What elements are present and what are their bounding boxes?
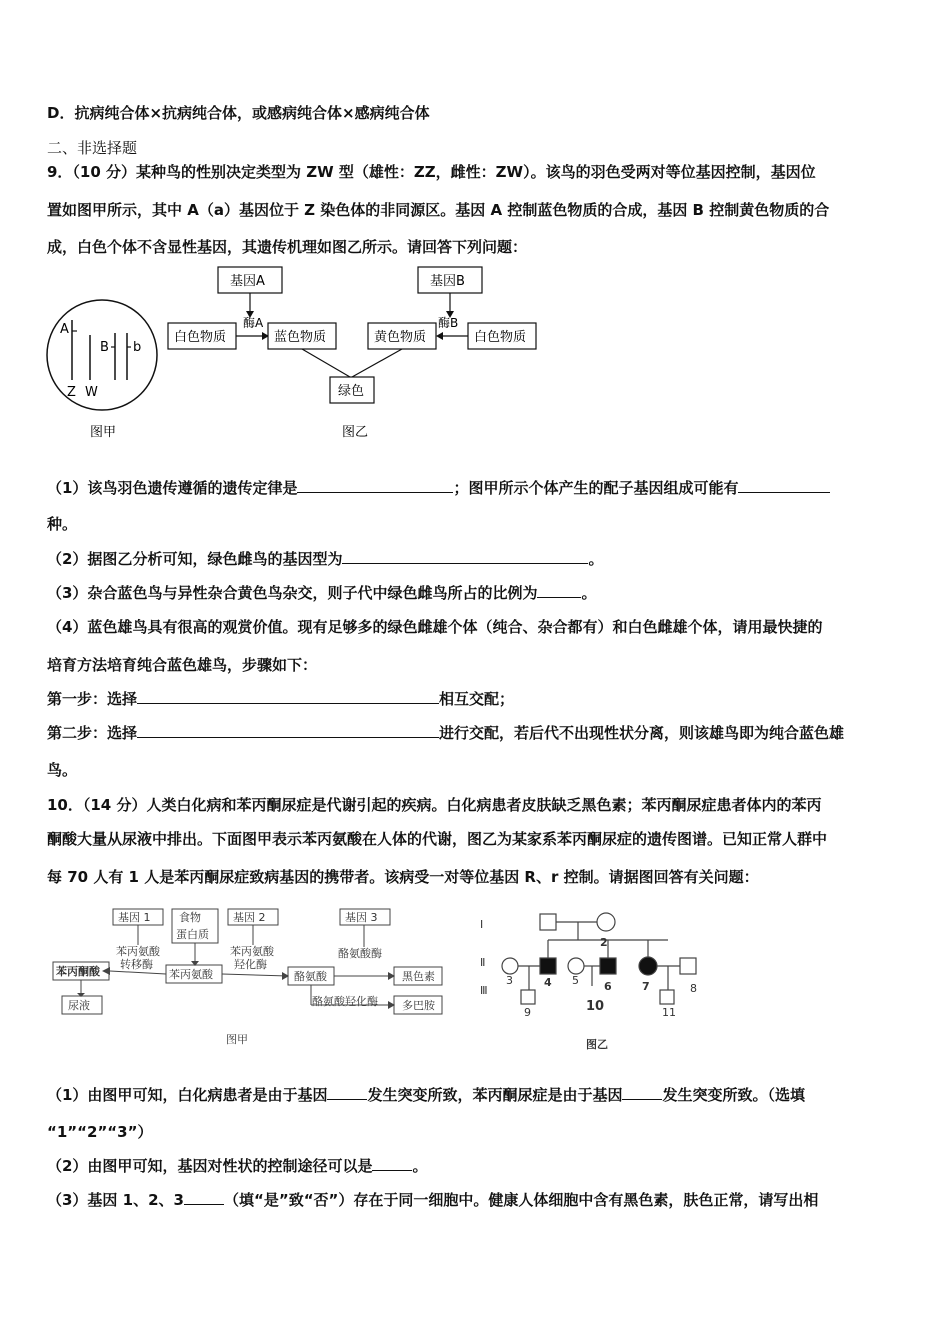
- svg-text:黄色物质: 黄色物质: [374, 330, 427, 345]
- svg-text:酪氨酸羟化酶: 酪氨酸羟化酶: [312, 995, 378, 1008]
- svg-text:7: 7: [642, 980, 650, 993]
- gen-label-1: Ⅰ: [480, 918, 484, 931]
- answer-blank[interactable]: [537, 583, 581, 598]
- q10-stem-line1: 10．（14 分）人类白化病和苯丙酮尿症是代谢引起的疾病。白化病患者皮肤缺乏黑色素；苯丙酮尿症患者体内的苯丙: [47, 796, 822, 814]
- svg-text:基因 3: 基因 3: [345, 911, 378, 924]
- svg-text:蓝色物质: 蓝色物质: [274, 330, 327, 345]
- pedigree-female-7-affected: [639, 957, 657, 975]
- q10-part2: （2）由图甲可知，基因对性状的控制途径可以是 。: [47, 1157, 428, 1175]
- q10-stem-line2: 酮酸大量从尿液中排出。下面图甲表示苯丙氨酸在人体的代谢，图乙为某家系苯丙酮尿症的遗传图谱。已知正常人群中: [47, 830, 828, 848]
- svg-text:羟化酶: 羟化酶: [234, 958, 267, 971]
- svg-text:11: 11: [662, 1006, 676, 1019]
- svg-text:苯丙氨酸: 苯丙氨酸: [116, 945, 160, 958]
- svg-text:3: 3: [506, 974, 513, 987]
- cell-circle: [47, 300, 157, 410]
- q9-part3: （3）杂合蓝色鸟与异性杂合黄色鸟杂交，则子代中绿色雌鸟所占的比例为 。: [47, 584, 597, 602]
- q9-stem-line1: 9．（10 分）某种鸟的性别决定类型为 ZW 型（雄性：ZZ，雌性：ZW）。该鸟的羽色受两对等位基因控制，基因位: [47, 163, 816, 181]
- q9-step2: 第二步：选择 进行交配，若后代不出现性状分离，则该雄鸟即为纯合蓝色雄: [47, 724, 845, 742]
- answer-blank[interactable]: [137, 689, 439, 704]
- svg-text:白色物质: 白色物质: [174, 330, 227, 345]
- answer-blank[interactable]: [184, 1190, 224, 1205]
- label-a: A: [60, 322, 69, 337]
- svg-text:食物: 食物: [179, 911, 201, 924]
- svg-text:基因 1: 基因 1: [118, 911, 151, 924]
- answer-blank[interactable]: [137, 723, 439, 738]
- label-enzyme-a: 酶A: [243, 316, 264, 330]
- pedigree-female-2: [597, 913, 615, 931]
- label-z: Z: [67, 385, 76, 400]
- caption-yi-1: 图乙: [342, 425, 369, 440]
- svg-text:2: 2: [600, 936, 608, 949]
- q10-part1-cont: “1”“2”“3”）: [47, 1123, 153, 1141]
- q9-stem-line3: 成，白色个体不含显性基因，其遗传机理如图乙所示。请回答下列问题：: [47, 238, 528, 256]
- label-w: W: [85, 385, 98, 400]
- pedigree-male-4-affected: [540, 958, 556, 974]
- svg-text:苯丙氨酸: 苯丙氨酸: [169, 968, 213, 981]
- q9-stem-line2: 置如图甲所示，其中 A（a）基因位于 Z 染色体的非同源区。基因 A 控制蓝色物质的合成，基因 B 控制黄色物质的合: [47, 201, 830, 219]
- svg-text:基因B: 基因B: [430, 274, 465, 289]
- option-d: D．抗病纯合体×抗病纯合体，或感病纯合体×感病纯合体: [47, 104, 430, 122]
- q10-stem-line3: 每 70 人有 1 人是苯丙酮尿症致病基因的携带者。该病受一对等位基因 R、r 控制。请据图回答有关问题：: [47, 868, 759, 886]
- svg-text:转移酶: 转移酶: [120, 958, 153, 971]
- q9-part4-cont: 培育方法培育纯合蓝色雄鸟，步骤如下：: [47, 656, 318, 674]
- q9-part1-cont: 种。: [47, 515, 78, 533]
- q9-part4: （4）蓝色雄鸟具有很高的观赏价值。现有足够多的绿色雌雄个体（纯合、杂合都有）和白色雌雄个体，请用最快捷的: [47, 618, 823, 636]
- pedigree-male-8: [680, 958, 696, 974]
- svg-text:尿液: 尿液: [68, 999, 90, 1012]
- answer-blank[interactable]: [622, 1085, 662, 1100]
- pedigree-female-3: [502, 958, 518, 974]
- svg-text:绿色: 绿色: [338, 384, 365, 399]
- q9-step1: 第一步：选择 相互交配；: [47, 690, 515, 708]
- label-b-lower: b: [133, 340, 142, 355]
- pedigree-male-6-affected: [600, 958, 616, 974]
- answer-blank[interactable]: [372, 1156, 412, 1171]
- q10-part1: （1）由图甲可知，白化病患者是由于基因 发生突变所致，苯丙酮尿症是由于基因 发生突变所致。（选填: [47, 1086, 805, 1104]
- svg-text:4: 4: [544, 976, 552, 989]
- q9-step2-cont: 鸟。: [47, 761, 78, 779]
- svg-text:6: 6: [604, 980, 612, 993]
- svg-text:苯丙酮酸: 苯丙酮酸: [56, 965, 100, 978]
- caption-jia-1: 图甲: [90, 425, 117, 440]
- answer-blank[interactable]: [297, 478, 453, 493]
- label-enzyme-b: 酶B: [438, 316, 459, 330]
- svg-text:10: 10: [586, 999, 605, 1014]
- svg-text:酪氨酸酶: 酪氨酸酶: [338, 947, 382, 960]
- svg-text:基因 2: 基因 2: [233, 911, 266, 924]
- section-heading: 二、非选择题: [47, 139, 138, 157]
- pedigree-male-9: [521, 990, 535, 1004]
- svg-text:酪氨酸: 酪氨酸: [294, 970, 327, 983]
- pedigree-male-11: [660, 990, 674, 1004]
- figure-phe-metabolism: [48, 905, 458, 1050]
- svg-text:基因A: 基因A: [230, 274, 265, 289]
- pedigree-female-5: [568, 958, 584, 974]
- q10-part3: （3）基因 1、2、3 （填“是”致“否”）存在于同一细胞中。健康人体细胞中含有黑色素，肤色正常，请写出相: [47, 1191, 819, 1209]
- svg-text:5: 5: [572, 974, 579, 987]
- label-b-upper: B: [100, 340, 109, 355]
- caption-yi-2: 图乙: [586, 1038, 608, 1051]
- svg-text:白色物质: 白色物质: [474, 330, 527, 345]
- figure-pedigree: [478, 910, 718, 1055]
- q9-part2: （2）据图乙分析可知，绿色雌鸟的基因型为 。: [47, 550, 604, 568]
- gen-label-3: Ⅲ: [480, 984, 488, 997]
- figure-bird-genetics: [40, 265, 560, 445]
- q9-part1: （1）该鸟羽色遗传遵循的遗传定律是 ；图甲所示个体产生的配子基因组成可能有: [47, 478, 910, 498]
- svg-text:苯丙氨酸: 苯丙氨酸: [230, 945, 274, 958]
- caption-jia-2: 图甲: [226, 1033, 248, 1046]
- answer-blank[interactable]: [342, 549, 588, 564]
- svg-text:多巴胺: 多巴胺: [402, 999, 435, 1012]
- pedigree-male-1: [540, 914, 556, 930]
- svg-text:9: 9: [524, 1006, 531, 1019]
- answer-blank[interactable]: [738, 478, 830, 493]
- svg-text:黑色素: 黑色素: [402, 970, 435, 983]
- answer-blank[interactable]: [327, 1085, 367, 1100]
- svg-text:8: 8: [690, 982, 697, 995]
- svg-text:蛋白质: 蛋白质: [176, 928, 209, 941]
- gen-label-2: Ⅱ: [480, 956, 486, 969]
